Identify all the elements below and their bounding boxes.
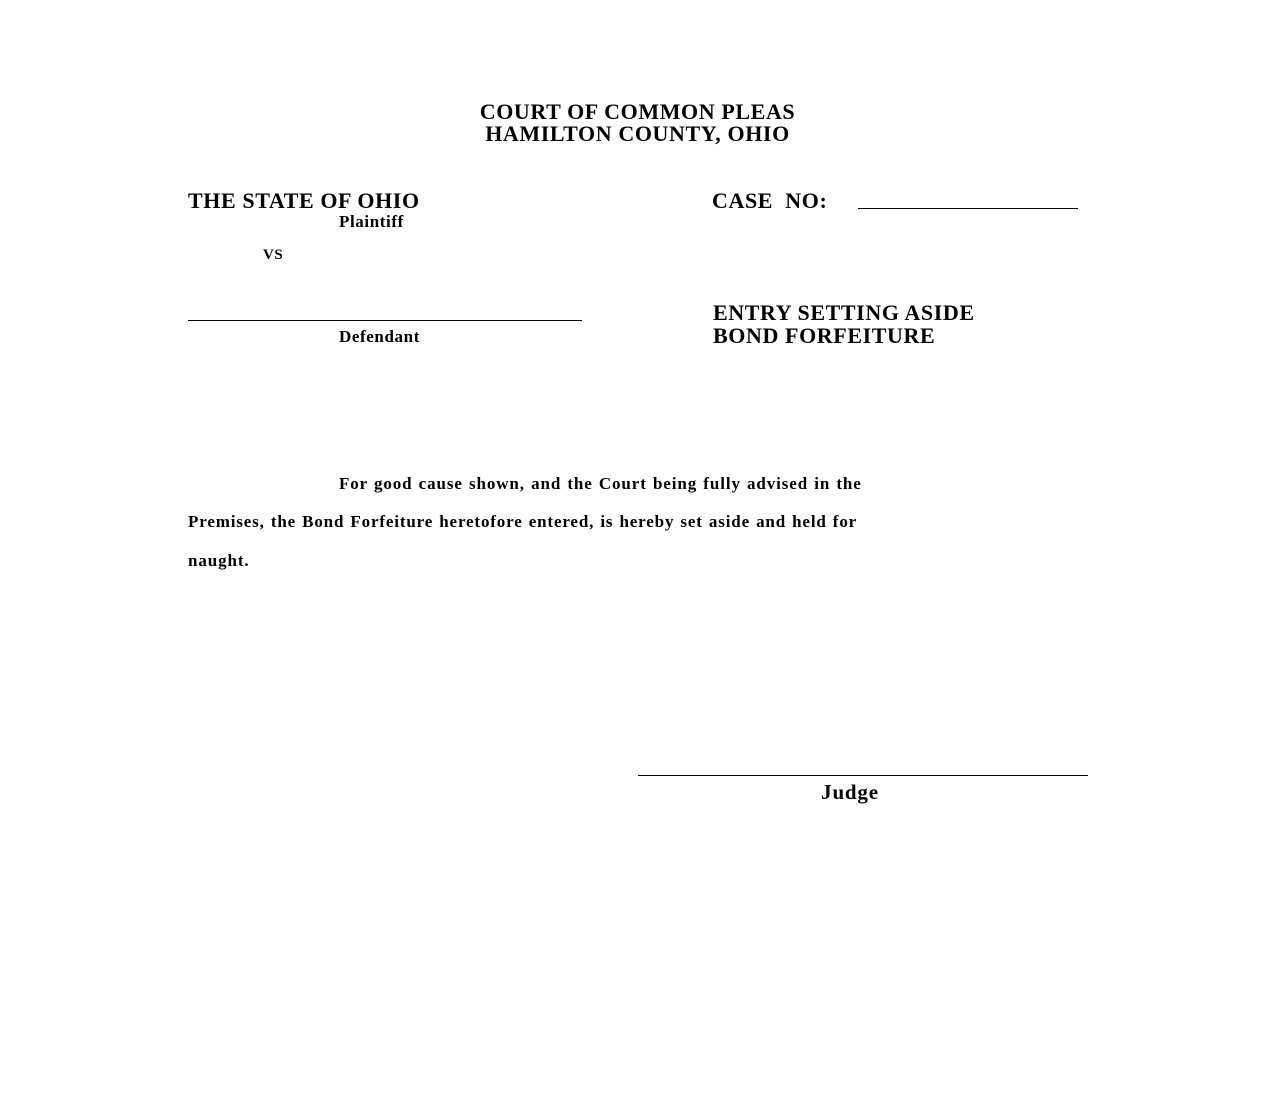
plaintiff-label: Plaintiff (339, 212, 404, 231)
judge-signature-line[interactable] (638, 775, 1088, 776)
case-number-label: CASE NO: (712, 188, 828, 213)
body-line-3: naught. (188, 551, 250, 570)
body-line-2: Premises, the Bond Forfeiture heretofore entered, is hereby set aside and held for (188, 512, 858, 531)
plaintiff-name: THE STATE OF OHIO (188, 188, 420, 213)
defendant-label: Defendant (339, 327, 420, 346)
case-number-line[interactable] (858, 208, 1078, 209)
court-name: COURT OF COMMON PLEAS (479, 99, 796, 124)
body-line-1: For good cause shown, and the Court being fully advised in the (339, 474, 862, 493)
versus-label: VS (263, 247, 284, 263)
judge-label: Judge (821, 780, 879, 804)
entry-title-line1: ENTRY SETTING ASIDE (713, 300, 975, 325)
defendant-name-line[interactable] (188, 320, 582, 321)
entry-title-line2: BOND FORFEITURE (713, 323, 936, 348)
county-name: HAMILTON COUNTY, OHIO (485, 121, 790, 146)
